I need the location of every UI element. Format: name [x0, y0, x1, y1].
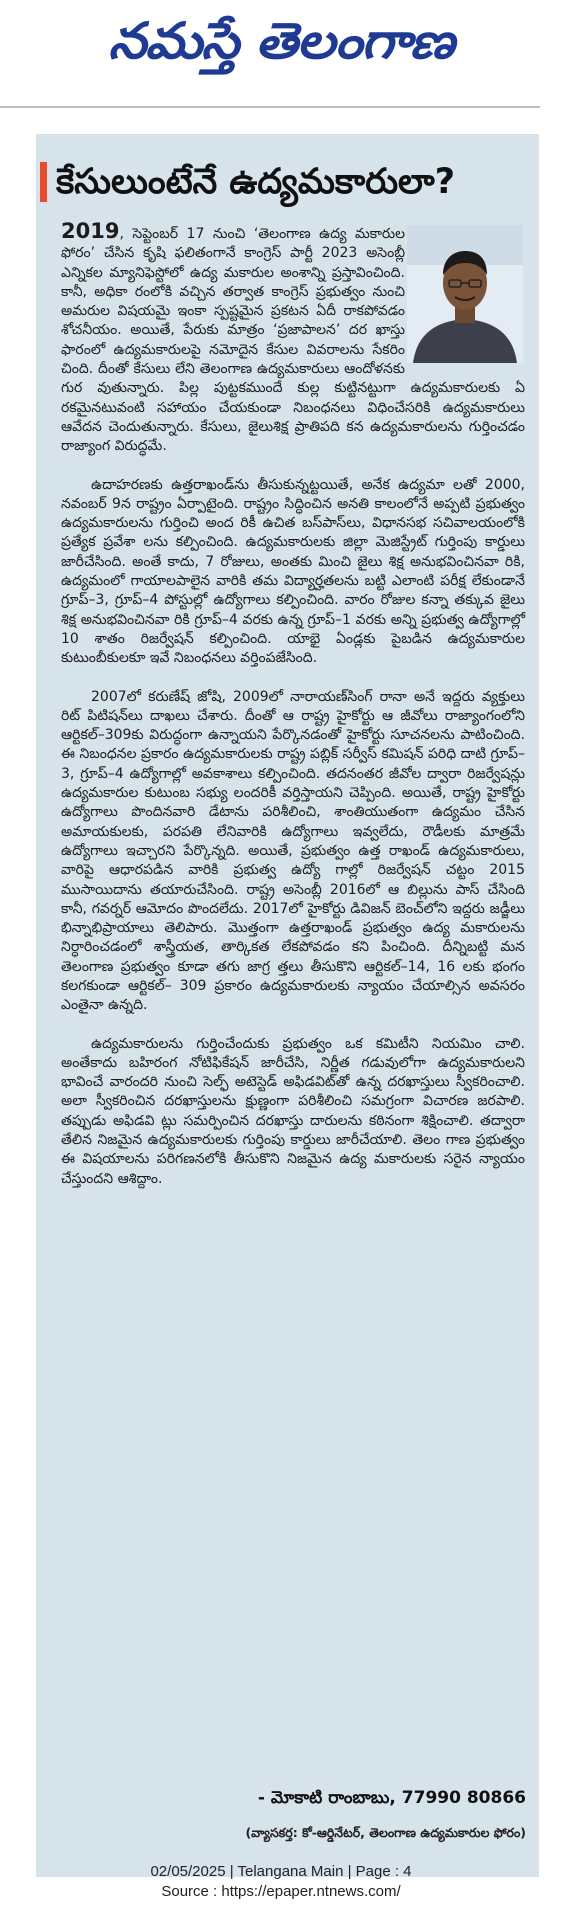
author-signature: - మోకాటి రాంబాబు, 77990 80866 — [257, 1788, 526, 1808]
headline-accent-bar — [40, 162, 47, 202]
masthead — [0, 0, 562, 95]
author-designation: (వ్యాసకర్త: కో-ఆర్డినేటర్, తెలంగాణ ఉద్యమకారుల ఫోరం) — [245, 1825, 526, 1840]
edition-info: 02/05/2025 | Telangana Main | Page : 4 — [150, 1863, 412, 1880]
article-body — [61, 219, 525, 1208]
article-paragraph-1 — [61, 219, 525, 457]
newspaper-logo: నమస్తే తెలంగాణ — [108, 12, 454, 70]
article-paragraph-3: 2007లో కరుణేష్ జోషి, 2009లో నారాయణ్‌సింగ్ రానా అనే ఇద్దరు వ్యక్తులు రిట్ పిటిషన్‌లు దాఖలు చేశారు. దీంతో ఆ రాష్ట్ర హైకోర్టు ఆ జీవోలు రాజ్యాంగంలోని ఆర్టికల్–309కు విరుద్ధంగా ఉన్నాయని పేర్కొనడంతో హైకోర్టు సూచనలను పాటించింది. ఈ నిబంధనల ప్రకారం ఉద్యమకారులకు రాష్ట్ర పబ్లిక్ సర్వీస్ కమిషన్ పరిధి దాటి గ్రూప్–3, గ్రూప్–4 ఉద్యోగాల్లో అవకాశాలు కల్పించింది. తదనంతర జీవోల ద్వారా రిజర్వేషన్లు ఉద్యమకారుల కుటుంబ సభ్యు లందరికీ వర్తిస్తాయని చెప్పింది. అయితే, రాష్ట్ర హైకోర్టు ఉద్యోగాలు పొందినవారి డేటాను పరిశీలించి, శాంతియుతంగా ఉద్యమం చేసిన అమాయకులకు, పరపతి లేనివారికి ఉద్యోగాలు ఇవ్వలేదు, రౌడీలకు మాత్రమే ఉద్యోగాలు ఇచ్చారని పేర్కొన్నది. అయితే, ప్రభుత్వం ఉత్త రాఖండ్ ఉద్యమకారులు, వారిపై ఆధారపడిన వారికి ప్రభుత్వ ఉద్యో గాల్లో రిజర్వేషన్ చట్టం 2015 ముసాయిదాను తయారుచేసింది. రాష్ట్ర అసెంబ్లీ 2016లో ఆ బిల్లును పాస్ చేసింది కానీ, గవర్నర్ ఆమోదం పొందలేదు. 2017లో హైకోర్టు డివిజన్ బెంచ్‌లోని ఇద్దరు జడ్జీలు భిన్నాభిప్రాయాలు తెలిపారు. మొత్తంగా ఉత్తరాఖండ్ ప్రభుత్వం ఉద్య మకారులను నిర్ధారించడంలో శాస్త్రీయత, తార్కికత లేకపోవడం కని పించింది. దీన్నిబట్టి మన తెలంగాణ ప్రభుత్వం కూడా తగు జాగ్ర త్తలు తీసుకొని ఆర్టికల్–14, 16 లకు భంగం కలగకుండా ఆర్టికల్– 309 ప్రకారం ఉద్యమకారులకు న్యాయం చేయాల్సిన అవసరం ఎంతైనా ఉన్నది. — [61, 688, 525, 1014]
lead-number: 2019 — [61, 219, 120, 243]
paragraph-1-text: , సెప్టెంబర్ 17 నుంచి ‘తెలంగాణ ఉద్య మకారుల ఫోరం’ చేసిన కృషి ఫలితంగానే కాంగ్రెస్ పార్టీ 2023 అసెంబ్లీ ఎన్నికల మ్యానిఫెస్టోలో ఉద్య మకారుల అంశాన్ని ప్రస్తావించింది. కానీ, అధికా రంలోకి వచ్చిన తర్వాత కాంగ్రెస్ ప్రభుత్వం నుంచి అమరుల విషయమై ఇంకా స్పష్టమైన ప్రకటన ఏదీ రాకపోవడం శోచనీయం. అయితే, పేరుకు మాత్రం ‘ప్రజాపాలన’ దర ఖాస్తు ఫారంలో ఉద్యమకారులపై నమోదైన కేసుల వివరాలను సేకరిం చింది. దీంతో కేసులు లేని తెలంగాణ ఉద్యమకారులు ఆందోళనకు గుర వుతున్నారు. పిల్ల పుట్టకముందే కుల్ల కుట్టినట్టుగా ఉద్యమకారులకు ఏ రకమైనటువంటి సహాయం చేయకుండా నిబంధనలు విధించేసరికి ఉద్యమకారులు ఆవేదన చెందుతున్నారు. కేసులు, జైలుశిక్ష ప్రాతిపది కన ఉద్యమకారులను గుర్తించడం రాజ్యాంగ విరుద్ధమే. — [61, 226, 525, 455]
article-paragraph-2: ఉదాహరణకు ఉత్తరాఖండ్‌ను తీసుకున్నట్టయితే, అనేక ఉద్యమా లతో 2000, నవంబర్ 9న రాష్ట్రం ఏర్పాటైంది. రాష్ట్రం సిద్ధించిన అనతి కాలంలోనే అప్పటి ప్రభుత్వం ఉద్యమకారులను గుర్తించి అంద రికీ ఉచిత బస్‌పాస్‌లు, విధానసభ సచివాలయంలోకి ప్రత్యేక ప్రవేశా లను కల్పించింది. ఉద్యమకారులకు జిల్లా మెజిస్ట్రేట్ గుర్తింపు కార్డులు జారీచేసింది. అంతే కాదు, 7 రోజులు, అంతకు మించి జైలు శిక్ష అనుభవించినవా రికి, ఉద్యమంలో గాయాలపాలైన వారికి తమ విద్యార్హతలను బట్టి ఎలాంటి పరీక్ష లేకుండానే గ్రూప్–3, గ్రూప్–4 పోస్టుల్లో ఉద్యోగాలు కల్పించింది. వారం రోజుల కన్నా తక్కువ జైలు శిక్ష అనుభవించినవా రికి గ్రూప్–4 వరకు ఉన్న గ్రూప్–1 వరకు అన్ని ప్రభుత్వ ఉద్యోగాల్లో 10 శాతం రిజర్వేషన్ కల్పించింది. యాభై ఏండ్లకు పైబడిన ఉద్యమకారుల కుటుంబీకులకూ ఇవే నిబంధనలు వర్తింపజేసింది. — [61, 476, 525, 667]
masthead-divider — [0, 106, 540, 108]
article-paragraph-4: ఉద్యమకారులను గుర్తించేందుకు ప్రభుత్వం ఒక కమిటీని నియమిం చాలి. అంతేకాదు బహిరంగ నోటిఫికేషన్ జారీచేసి, నిర్ణీత గడువులోగా ఉద్యమకారులని భావించే వారందరి నుంచి సెల్ఫ్ అటెస్టెడ్ అఫిడవిట్‌తో ఉన్న దరఖాస్తులు స్వీకరించాలి. అలా స్వీకరించిన దరఖాస్తులను క్షుణ్ణంగా పరిశీలించి సమగ్రంగా విచారణ జరపాలి. తప్పుడు అఫిడవి ట్లు సమర్పించిన దరఖాస్తు దారులను కఠినంగా శిక్షించాలి. తద్వారా తేలిన నిజమైన ఉద్యమకారులకు గుర్తింపు కార్డులు జారీచేయాలి. తెలం గాణ ప్రభుత్వం ఈ విషయాలను పరిగణనలోకి తీసుకొని నిజమైన ఉద్య మకారులకు సరైన న్యాయం చేస్తుందని ఆశిద్దాం. — [61, 1035, 525, 1187]
article-headline: కేసులుంటేనే ఉద్యమకారులా? — [56, 162, 456, 202]
source-link[interactable]: Source : https://epaper.ntnews.com/ — [161, 1883, 401, 1900]
